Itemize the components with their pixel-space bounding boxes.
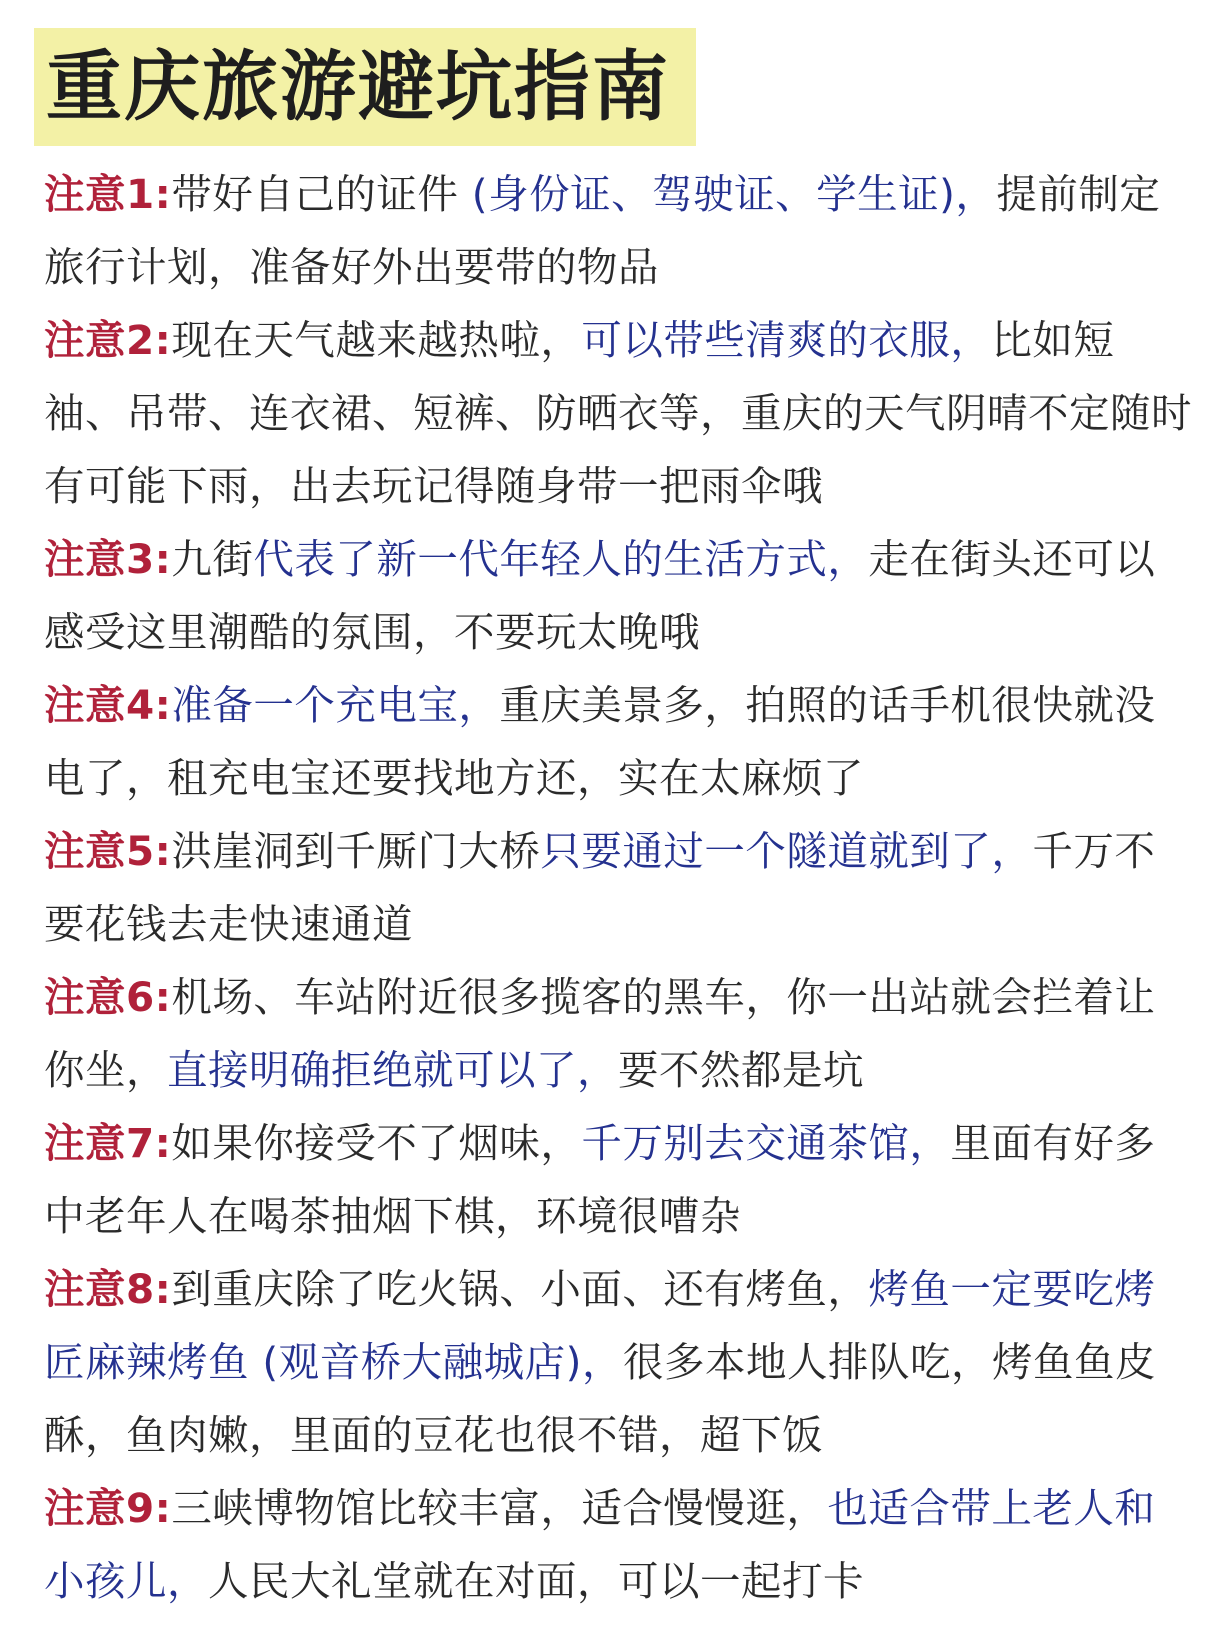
tip-label: 注意1: [44,170,172,218]
tip-text: 机场、车站附近很多揽客的黑车，你一出站就会拦着让你坐， [44,973,1156,1094]
tip-label: 注意8: [44,1265,172,1313]
tip-text: 里面有好多中老年人在喝茶抽烟下棋，环境很嘈杂 [44,1119,1156,1240]
tip-highlight: 可以带些清爽的衣服， [581,316,992,364]
tip-text: 如果你接受不了烟味， [171,1119,582,1167]
tip-label: 注意2: [44,316,172,364]
tip-text: 到重庆除了吃火锅、小面、还有烤鱼， [171,1265,869,1313]
tip-highlight: 也适合带上老人和小孩儿， [44,1484,1156,1605]
tip-item-1 [44,158,1194,304]
tip-highlight: (身份证、驾驶证、学生证)， [471,170,997,218]
tip-highlight: 千万别去交通茶馆， [581,1119,951,1167]
tip-text: 提前制定旅行计划，准备好外出要带的物品 [44,170,1161,291]
tip-highlight: 准备一个充电宝， [171,681,500,729]
tip-label: 注意3: [44,535,172,583]
tip-text: 带好自己的证件 [171,170,472,218]
tip-text: 三峡博物馆比较丰富，适合慢慢逛， [171,1484,828,1532]
tip-highlight: 直接明确拒绝就可以了， [167,1046,618,1094]
tip-label: 注意5: [44,827,172,875]
tip-item-3 [44,523,1194,669]
tip-text: 现在天气越来越热啦， [171,316,582,364]
tip-item-7 [44,1107,1194,1253]
tip-label: 注意7: [44,1119,172,1167]
tip-highlight: 烤鱼一定要吃烤匠麻辣烤鱼 (观音桥大融城店)， [44,1265,1156,1386]
tip-label: 注意4: [44,681,172,729]
tip-highlight: 只要通过一个隧道就到了， [540,827,1033,875]
tip-text: 洪崖洞到千厮门大桥 [171,827,541,875]
tip-item-5 [44,815,1194,961]
tip-text: 千万不要花钱去走快速通道 [44,827,1156,948]
tip-text: 走在街头还可以感受这里潮酷的氛围，不要玩太晚哦 [44,535,1156,656]
tip-text: 九街 [171,535,254,583]
tip-text: 重庆美景多，拍照的话手机很快就没电了，租充电宝还要找地方还，实在太麻烦了 [44,681,1156,802]
tip-item-4 [44,669,1194,815]
tip-item-9 [44,1472,1194,1618]
tip-label: 注意6: [44,973,172,1021]
tip-label: 注意9: [44,1484,172,1532]
tip-text: 很多本地人排队吃，烤鱼鱼皮酥，鱼肉嫩，里面的豆花也很不错，超下饭 [44,1338,1156,1459]
page-title: 重庆旅游避坑指南 [46,42,670,131]
tip-item-2 [44,304,1194,523]
tip-text: 人民大礼堂就在对面，可以一起打卡 [208,1557,864,1605]
tip-text: 要不然都是坑 [618,1046,864,1094]
tip-item-6 [44,961,1194,1107]
tip-text: 比如短袖、吊带、连衣裙、短裤、防晒衣等，重庆的天气阴晴不定随时有可能下雨，出去玩记得随身带一把雨伞哦 [44,316,1192,510]
tip-item-8 [44,1253,1194,1472]
tips-list [44,158,1194,1618]
tip-highlight: 代表了新一代年轻人的生活方式， [253,535,869,583]
title-banner [34,28,696,146]
